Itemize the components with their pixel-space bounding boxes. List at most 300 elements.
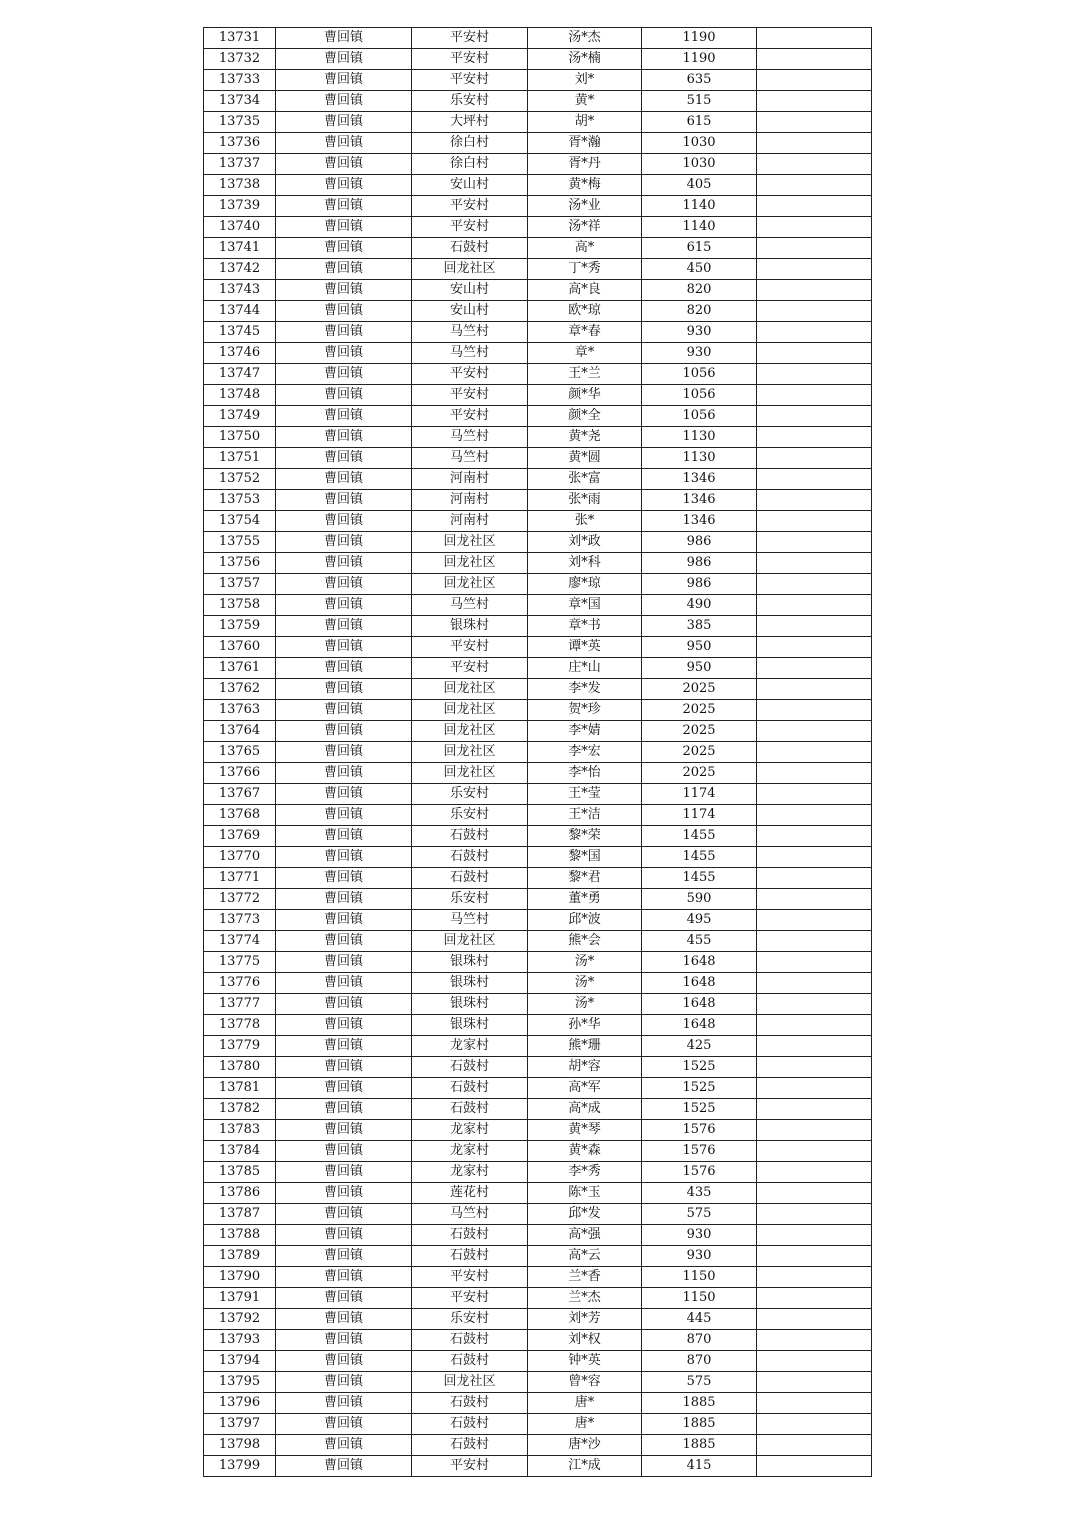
cell-serial-number: 13784 bbox=[204, 1141, 276, 1162]
cell-amount: 1346 bbox=[642, 469, 757, 490]
table-row bbox=[204, 70, 872, 91]
cell-village: 平安村 bbox=[412, 658, 528, 679]
cell-serial-number: 13738 bbox=[204, 175, 276, 196]
cell-serial-number: 13753 bbox=[204, 490, 276, 511]
cell-amount: 615 bbox=[642, 112, 757, 133]
cell-name: 高*军 bbox=[528, 1078, 642, 1099]
cell-amount: 1140 bbox=[642, 217, 757, 238]
cell-town: 曹回镇 bbox=[276, 154, 412, 175]
cell-remark bbox=[757, 1183, 872, 1204]
cell-village: 乐安村 bbox=[412, 1309, 528, 1330]
cell-serial-number: 13752 bbox=[204, 469, 276, 490]
cell-name: 汤*业 bbox=[528, 196, 642, 217]
cell-remark bbox=[757, 952, 872, 973]
cell-remark bbox=[757, 763, 872, 784]
cell-remark bbox=[757, 826, 872, 847]
table-row bbox=[204, 1288, 872, 1309]
cell-village: 银珠村 bbox=[412, 616, 528, 637]
cell-town: 曹回镇 bbox=[276, 511, 412, 532]
cell-serial-number: 13758 bbox=[204, 595, 276, 616]
table-row bbox=[204, 1099, 872, 1120]
cell-remark bbox=[757, 1393, 872, 1414]
cell-village: 回龙社区 bbox=[412, 574, 528, 595]
cell-village: 石鼓村 bbox=[412, 1414, 528, 1435]
cell-amount: 950 bbox=[642, 658, 757, 679]
cell-town: 曹回镇 bbox=[276, 1267, 412, 1288]
table-row bbox=[204, 868, 872, 889]
cell-village: 回龙社区 bbox=[412, 1372, 528, 1393]
cell-name: 高*良 bbox=[528, 280, 642, 301]
cell-remark bbox=[757, 553, 872, 574]
cell-name: 高*云 bbox=[528, 1246, 642, 1267]
cell-town: 曹回镇 bbox=[276, 1435, 412, 1456]
cell-amount: 1030 bbox=[642, 133, 757, 154]
cell-amount: 1525 bbox=[642, 1099, 757, 1120]
cell-name: 高*强 bbox=[528, 1225, 642, 1246]
cell-remark bbox=[757, 868, 872, 889]
cell-village: 石鼓村 bbox=[412, 868, 528, 889]
cell-remark bbox=[757, 28, 872, 49]
table-row bbox=[204, 1393, 872, 1414]
cell-serial-number: 13742 bbox=[204, 259, 276, 280]
cell-village: 大坪村 bbox=[412, 112, 528, 133]
cell-name: 胥*瀚 bbox=[528, 133, 642, 154]
cell-remark bbox=[757, 700, 872, 721]
table-row bbox=[204, 1162, 872, 1183]
cell-name: 汤* bbox=[528, 994, 642, 1015]
cell-village: 马竺村 bbox=[412, 448, 528, 469]
cell-village: 回龙社区 bbox=[412, 679, 528, 700]
cell-serial-number: 13760 bbox=[204, 637, 276, 658]
cell-amount: 575 bbox=[642, 1204, 757, 1225]
cell-remark bbox=[757, 1435, 872, 1456]
cell-village: 马竺村 bbox=[412, 427, 528, 448]
cell-remark bbox=[757, 280, 872, 301]
cell-name: 兰*杰 bbox=[528, 1288, 642, 1309]
cell-town: 曹回镇 bbox=[276, 616, 412, 637]
cell-remark bbox=[757, 154, 872, 175]
cell-village: 银珠村 bbox=[412, 1015, 528, 1036]
cell-village: 平安村 bbox=[412, 637, 528, 658]
cell-amount: 575 bbox=[642, 1372, 757, 1393]
cell-name: 唐*沙 bbox=[528, 1435, 642, 1456]
cell-remark bbox=[757, 385, 872, 406]
cell-amount: 1648 bbox=[642, 994, 757, 1015]
cell-town: 曹回镇 bbox=[276, 1372, 412, 1393]
cell-serial-number: 13799 bbox=[204, 1456, 276, 1477]
cell-town: 曹回镇 bbox=[276, 1393, 412, 1414]
cell-village: 回龙社区 bbox=[412, 700, 528, 721]
cell-amount: 385 bbox=[642, 616, 757, 637]
table-row bbox=[204, 553, 872, 574]
table-row bbox=[204, 469, 872, 490]
cell-amount: 1140 bbox=[642, 196, 757, 217]
cell-serial-number: 13765 bbox=[204, 742, 276, 763]
cell-remark bbox=[757, 1162, 872, 1183]
cell-remark bbox=[757, 1120, 872, 1141]
cell-village: 龙家村 bbox=[412, 1141, 528, 1162]
cell-village: 回龙社区 bbox=[412, 721, 528, 742]
table-row bbox=[204, 322, 872, 343]
cell-name: 李*发 bbox=[528, 679, 642, 700]
cell-village: 回龙社区 bbox=[412, 763, 528, 784]
cell-amount: 1150 bbox=[642, 1288, 757, 1309]
cell-town: 曹回镇 bbox=[276, 553, 412, 574]
cell-town: 曹回镇 bbox=[276, 1141, 412, 1162]
cell-remark bbox=[757, 742, 872, 763]
cell-amount: 1056 bbox=[642, 364, 757, 385]
cell-serial-number: 13776 bbox=[204, 973, 276, 994]
cell-name: 汤*楠 bbox=[528, 49, 642, 70]
cell-town: 曹回镇 bbox=[276, 70, 412, 91]
cell-town: 曹回镇 bbox=[276, 721, 412, 742]
cell-name: 张*富 bbox=[528, 469, 642, 490]
cell-town: 曹回镇 bbox=[276, 910, 412, 931]
cell-town: 曹回镇 bbox=[276, 322, 412, 343]
cell-name: 唐* bbox=[528, 1414, 642, 1435]
cell-name: 刘*政 bbox=[528, 532, 642, 553]
cell-town: 曹回镇 bbox=[276, 1351, 412, 1372]
cell-remark bbox=[757, 847, 872, 868]
cell-village: 回龙社区 bbox=[412, 259, 528, 280]
table-row bbox=[204, 1372, 872, 1393]
table-row bbox=[204, 49, 872, 70]
cell-name: 章*国 bbox=[528, 595, 642, 616]
table-row bbox=[204, 112, 872, 133]
cell-town: 曹回镇 bbox=[276, 1225, 412, 1246]
cell-village: 徐白村 bbox=[412, 154, 528, 175]
cell-amount: 2025 bbox=[642, 700, 757, 721]
cell-amount: 1150 bbox=[642, 1267, 757, 1288]
cell-town: 曹回镇 bbox=[276, 763, 412, 784]
cell-name: 廖*琼 bbox=[528, 574, 642, 595]
cell-amount: 1885 bbox=[642, 1435, 757, 1456]
cell-name: 黄*森 bbox=[528, 1141, 642, 1162]
cell-town: 曹回镇 bbox=[276, 931, 412, 952]
cell-remark bbox=[757, 133, 872, 154]
cell-name: 陈*玉 bbox=[528, 1183, 642, 1204]
cell-village: 石鼓村 bbox=[412, 238, 528, 259]
cell-name: 颜*华 bbox=[528, 385, 642, 406]
cell-name: 刘*科 bbox=[528, 553, 642, 574]
cell-serial-number: 13792 bbox=[204, 1309, 276, 1330]
table-row bbox=[204, 931, 872, 952]
cell-amount: 455 bbox=[642, 931, 757, 952]
cell-amount: 1056 bbox=[642, 385, 757, 406]
cell-remark bbox=[757, 511, 872, 532]
cell-serial-number: 13766 bbox=[204, 763, 276, 784]
cell-town: 曹回镇 bbox=[276, 1099, 412, 1120]
cell-town: 曹回镇 bbox=[276, 847, 412, 868]
cell-town: 曹回镇 bbox=[276, 1330, 412, 1351]
cell-name: 熊*会 bbox=[528, 931, 642, 952]
cell-name: 孙*华 bbox=[528, 1015, 642, 1036]
cell-remark bbox=[757, 532, 872, 553]
cell-name: 黄*琴 bbox=[528, 1120, 642, 1141]
cell-serial-number: 13751 bbox=[204, 448, 276, 469]
cell-name: 黄* bbox=[528, 91, 642, 112]
cell-serial-number: 13740 bbox=[204, 217, 276, 238]
cell-village: 石鼓村 bbox=[412, 847, 528, 868]
cell-town: 曹回镇 bbox=[276, 1246, 412, 1267]
cell-serial-number: 13777 bbox=[204, 994, 276, 1015]
cell-village: 石鼓村 bbox=[412, 1057, 528, 1078]
cell-amount: 1346 bbox=[642, 490, 757, 511]
cell-village: 乐安村 bbox=[412, 784, 528, 805]
table-row bbox=[204, 364, 872, 385]
cell-village: 平安村 bbox=[412, 385, 528, 406]
table-row bbox=[204, 679, 872, 700]
cell-serial-number: 13774 bbox=[204, 931, 276, 952]
table-row bbox=[204, 721, 872, 742]
cell-serial-number: 13793 bbox=[204, 1330, 276, 1351]
table-row bbox=[204, 490, 872, 511]
cell-name: 黎*荣 bbox=[528, 826, 642, 847]
cell-name: 章* bbox=[528, 343, 642, 364]
cell-remark bbox=[757, 1456, 872, 1477]
cell-amount: 986 bbox=[642, 553, 757, 574]
cell-serial-number: 13745 bbox=[204, 322, 276, 343]
cell-village: 徐白村 bbox=[412, 133, 528, 154]
cell-remark bbox=[757, 1309, 872, 1330]
cell-remark bbox=[757, 994, 872, 1015]
cell-amount: 1576 bbox=[642, 1120, 757, 1141]
cell-village: 平安村 bbox=[412, 70, 528, 91]
cell-amount: 435 bbox=[642, 1183, 757, 1204]
cell-town: 曹回镇 bbox=[276, 1204, 412, 1225]
cell-remark bbox=[757, 574, 872, 595]
cell-amount: 820 bbox=[642, 280, 757, 301]
cell-village: 河南村 bbox=[412, 469, 528, 490]
cell-serial-number: 13731 bbox=[204, 28, 276, 49]
cell-serial-number: 13734 bbox=[204, 91, 276, 112]
cell-town: 曹回镇 bbox=[276, 742, 412, 763]
cell-village: 河南村 bbox=[412, 490, 528, 511]
cell-name: 黎*君 bbox=[528, 868, 642, 889]
cell-amount: 1648 bbox=[642, 1015, 757, 1036]
table-row bbox=[204, 1330, 872, 1351]
cell-serial-number: 13736 bbox=[204, 133, 276, 154]
cell-name: 丁*秀 bbox=[528, 259, 642, 280]
cell-name: 章*春 bbox=[528, 322, 642, 343]
cell-serial-number: 13748 bbox=[204, 385, 276, 406]
cell-name: 王*莹 bbox=[528, 784, 642, 805]
cell-village: 回龙社区 bbox=[412, 742, 528, 763]
cell-amount: 405 bbox=[642, 175, 757, 196]
table-row bbox=[204, 343, 872, 364]
cell-town: 曹回镇 bbox=[276, 700, 412, 721]
cell-town: 曹回镇 bbox=[276, 826, 412, 847]
cell-name: 汤* bbox=[528, 952, 642, 973]
cell-serial-number: 13781 bbox=[204, 1078, 276, 1099]
cell-village: 平安村 bbox=[412, 49, 528, 70]
cell-serial-number: 13790 bbox=[204, 1267, 276, 1288]
table-row bbox=[204, 406, 872, 427]
cell-amount: 1648 bbox=[642, 952, 757, 973]
table-row bbox=[204, 973, 872, 994]
cell-amount: 1130 bbox=[642, 448, 757, 469]
data-table bbox=[203, 27, 872, 1477]
cell-name: 张*雨 bbox=[528, 490, 642, 511]
cell-serial-number: 13746 bbox=[204, 343, 276, 364]
cell-name: 黄*圆 bbox=[528, 448, 642, 469]
cell-name: 刘*芳 bbox=[528, 1309, 642, 1330]
cell-town: 曹回镇 bbox=[276, 952, 412, 973]
cell-village: 安山村 bbox=[412, 280, 528, 301]
cell-amount: 415 bbox=[642, 1456, 757, 1477]
cell-serial-number: 13756 bbox=[204, 553, 276, 574]
cell-amount: 1576 bbox=[642, 1162, 757, 1183]
cell-remark bbox=[757, 1225, 872, 1246]
cell-town: 曹回镇 bbox=[276, 868, 412, 889]
cell-village: 石鼓村 bbox=[412, 1246, 528, 1267]
cell-name: 李*宏 bbox=[528, 742, 642, 763]
cell-amount: 590 bbox=[642, 889, 757, 910]
cell-amount: 2025 bbox=[642, 721, 757, 742]
table-row bbox=[204, 1351, 872, 1372]
cell-name: 汤* bbox=[528, 973, 642, 994]
cell-town: 曹回镇 bbox=[276, 784, 412, 805]
cell-serial-number: 13767 bbox=[204, 784, 276, 805]
cell-town: 曹回镇 bbox=[276, 1162, 412, 1183]
cell-village: 平安村 bbox=[412, 406, 528, 427]
cell-town: 曹回镇 bbox=[276, 280, 412, 301]
table-row bbox=[204, 91, 872, 112]
table-row bbox=[204, 1183, 872, 1204]
cell-town: 曹回镇 bbox=[276, 175, 412, 196]
cell-amount: 986 bbox=[642, 532, 757, 553]
cell-serial-number: 13743 bbox=[204, 280, 276, 301]
cell-town: 曹回镇 bbox=[276, 679, 412, 700]
cell-serial-number: 13741 bbox=[204, 238, 276, 259]
cell-serial-number: 13779 bbox=[204, 1036, 276, 1057]
cell-serial-number: 13798 bbox=[204, 1435, 276, 1456]
cell-town: 曹回镇 bbox=[276, 1309, 412, 1330]
cell-name: 李*秀 bbox=[528, 1162, 642, 1183]
table-row bbox=[204, 280, 872, 301]
cell-remark bbox=[757, 784, 872, 805]
cell-amount: 930 bbox=[642, 1225, 757, 1246]
cell-amount: 1525 bbox=[642, 1078, 757, 1099]
table-row bbox=[204, 952, 872, 973]
cell-serial-number: 13791 bbox=[204, 1288, 276, 1309]
cell-town: 曹回镇 bbox=[276, 28, 412, 49]
cell-remark bbox=[757, 1330, 872, 1351]
cell-village: 石鼓村 bbox=[412, 1393, 528, 1414]
table-row bbox=[204, 1414, 872, 1435]
cell-name: 庄*山 bbox=[528, 658, 642, 679]
table-row bbox=[204, 196, 872, 217]
cell-remark bbox=[757, 1351, 872, 1372]
cell-name: 颜*全 bbox=[528, 406, 642, 427]
cell-serial-number: 13761 bbox=[204, 658, 276, 679]
cell-town: 曹回镇 bbox=[276, 364, 412, 385]
cell-remark bbox=[757, 1078, 872, 1099]
cell-remark bbox=[757, 595, 872, 616]
cell-amount: 1576 bbox=[642, 1141, 757, 1162]
cell-village: 马竺村 bbox=[412, 910, 528, 931]
cell-amount: 1174 bbox=[642, 805, 757, 826]
cell-town: 曹回镇 bbox=[276, 994, 412, 1015]
cell-name: 胡* bbox=[528, 112, 642, 133]
table-row bbox=[204, 532, 872, 553]
cell-name: 欧*琼 bbox=[528, 301, 642, 322]
cell-amount: 870 bbox=[642, 1330, 757, 1351]
cell-town: 曹回镇 bbox=[276, 343, 412, 364]
cell-village: 马竺村 bbox=[412, 1204, 528, 1225]
cell-remark bbox=[757, 322, 872, 343]
cell-name: 汤*杰 bbox=[528, 28, 642, 49]
cell-village: 石鼓村 bbox=[412, 1078, 528, 1099]
cell-town: 曹回镇 bbox=[276, 469, 412, 490]
cell-name: 董*勇 bbox=[528, 889, 642, 910]
cell-village: 平安村 bbox=[412, 1288, 528, 1309]
cell-serial-number: 13757 bbox=[204, 574, 276, 595]
cell-village: 石鼓村 bbox=[412, 1225, 528, 1246]
cell-name: 钟*英 bbox=[528, 1351, 642, 1372]
table-row bbox=[204, 238, 872, 259]
cell-amount: 450 bbox=[642, 259, 757, 280]
cell-village: 安山村 bbox=[412, 175, 528, 196]
cell-village: 银珠村 bbox=[412, 952, 528, 973]
cell-amount: 930 bbox=[642, 322, 757, 343]
cell-serial-number: 13737 bbox=[204, 154, 276, 175]
cell-remark bbox=[757, 217, 872, 238]
cell-village: 石鼓村 bbox=[412, 826, 528, 847]
cell-name: 黎*国 bbox=[528, 847, 642, 868]
cell-amount: 1030 bbox=[642, 154, 757, 175]
cell-amount: 1190 bbox=[642, 49, 757, 70]
cell-village: 莲花村 bbox=[412, 1183, 528, 1204]
table-row bbox=[204, 994, 872, 1015]
cell-serial-number: 13789 bbox=[204, 1246, 276, 1267]
cell-remark bbox=[757, 364, 872, 385]
cell-serial-number: 13749 bbox=[204, 406, 276, 427]
cell-name: 唐* bbox=[528, 1393, 642, 1414]
cell-village: 平安村 bbox=[412, 217, 528, 238]
cell-village: 马竺村 bbox=[412, 595, 528, 616]
cell-serial-number: 13771 bbox=[204, 868, 276, 889]
cell-town: 曹回镇 bbox=[276, 1456, 412, 1477]
table-row bbox=[204, 742, 872, 763]
cell-village: 龙家村 bbox=[412, 1120, 528, 1141]
cell-village: 回龙社区 bbox=[412, 532, 528, 553]
table-row bbox=[204, 616, 872, 637]
cell-village: 龙家村 bbox=[412, 1162, 528, 1183]
cell-remark bbox=[757, 931, 872, 952]
cell-village: 石鼓村 bbox=[412, 1351, 528, 1372]
cell-serial-number: 13797 bbox=[204, 1414, 276, 1435]
cell-remark bbox=[757, 1015, 872, 1036]
cell-remark bbox=[757, 301, 872, 322]
cell-remark bbox=[757, 259, 872, 280]
cell-amount: 986 bbox=[642, 574, 757, 595]
table-row bbox=[204, 658, 872, 679]
table-row bbox=[204, 448, 872, 469]
table-row bbox=[204, 700, 872, 721]
cell-village: 平安村 bbox=[412, 196, 528, 217]
cell-name: 黄*梅 bbox=[528, 175, 642, 196]
cell-town: 曹回镇 bbox=[276, 112, 412, 133]
cell-name: 王*洁 bbox=[528, 805, 642, 826]
cell-serial-number: 13775 bbox=[204, 952, 276, 973]
cell-name: 张* bbox=[528, 511, 642, 532]
cell-remark bbox=[757, 448, 872, 469]
cell-village: 石鼓村 bbox=[412, 1435, 528, 1456]
cell-town: 曹回镇 bbox=[276, 1183, 412, 1204]
cell-serial-number: 13732 bbox=[204, 49, 276, 70]
cell-name: 黄*尧 bbox=[528, 427, 642, 448]
